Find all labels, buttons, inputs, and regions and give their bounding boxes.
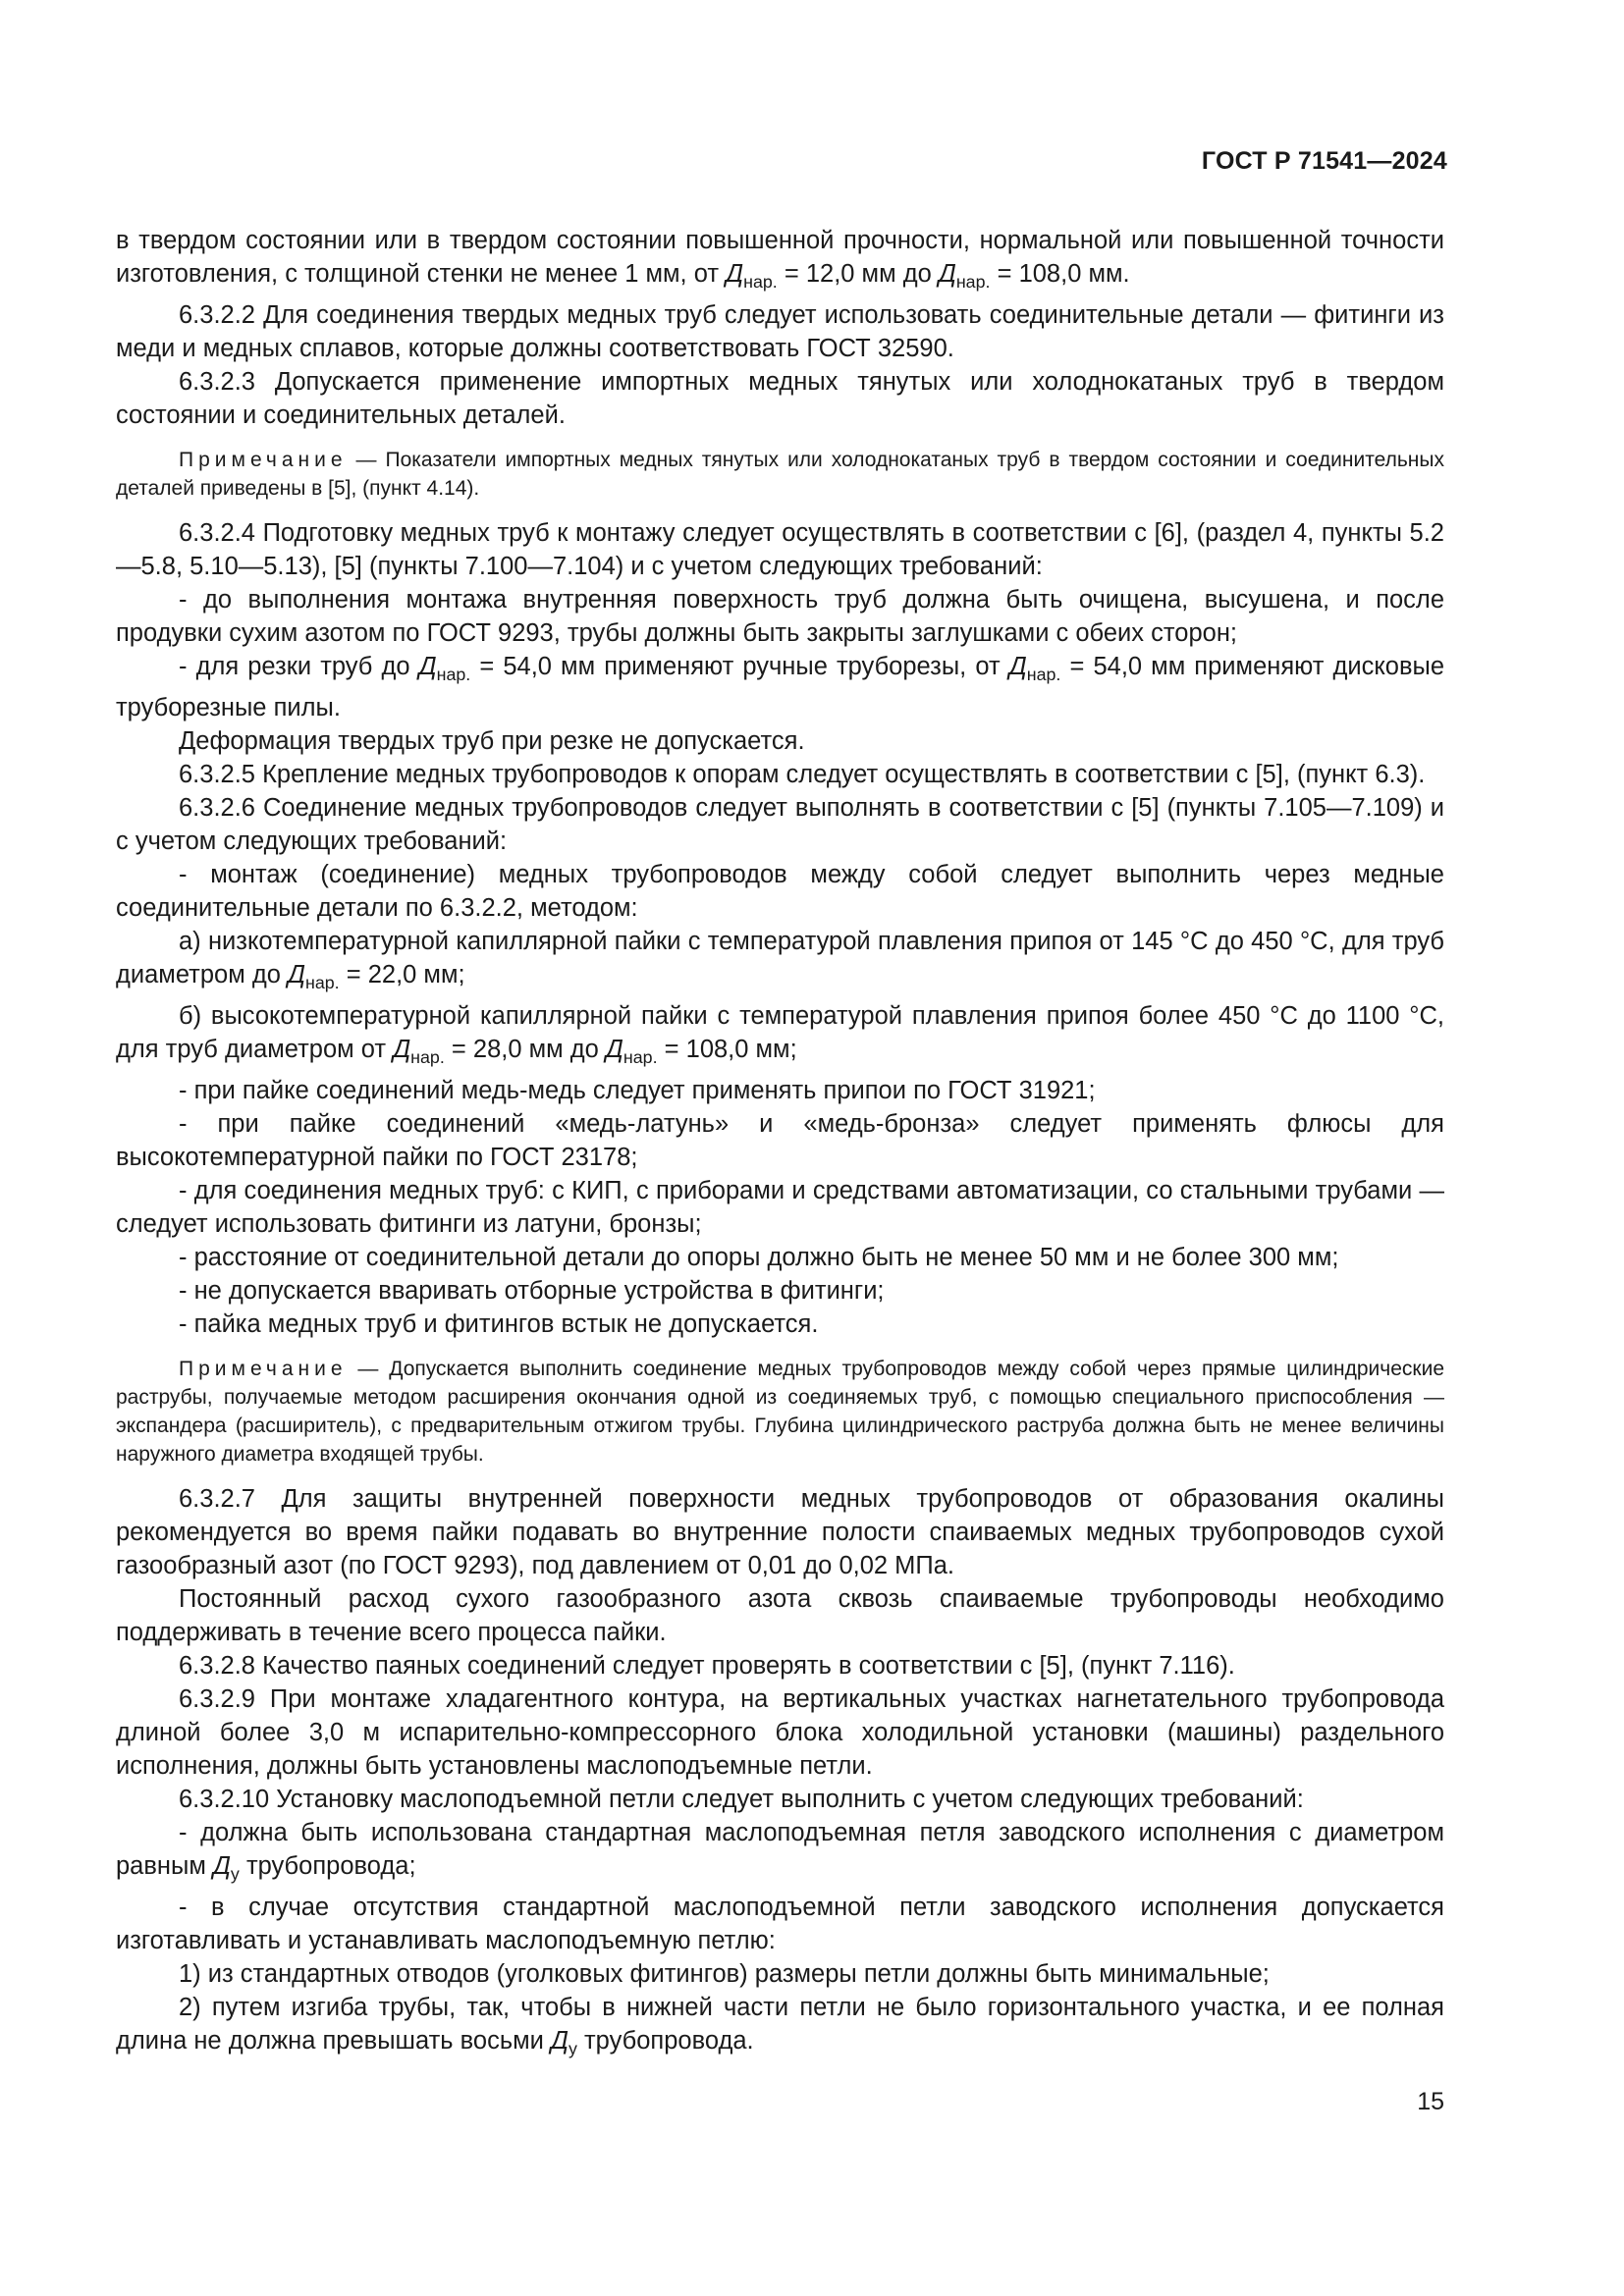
text-run: - должна быть использована стандартная маслоподъемная петля заводского исполнения с диаметром равным [116, 1819, 1444, 1880]
symbol-d: Д [418, 653, 437, 680]
paragraph-6-3-2-8: 6.3.2.8 Качество паяных соединений следует проверять в соответствии с [5], (пункт 7.116). [179, 1652, 1235, 1680]
note-label: Примечание [179, 1358, 348, 1380]
list-item [116, 999, 1444, 1074]
text-run: = 12,0 мм до [784, 260, 932, 288]
subscript: нар. [955, 272, 991, 292]
text-run: 2) путем изгиба трубы, так, чтобы в нижней части петли не было горизонтального участка, и ее полная длина не должна превышать восьми [116, 1994, 1444, 2055]
subscript: нар. [623, 1047, 658, 1067]
text-run: = 28,0 мм до [451, 1036, 599, 1063]
paragraph-6-3-2-2: 6.3.2.2 Для соединения твердых медных труб следует использовать соединительные детали — фитинги из меди и медных сплавов, которые должны соответствовать ГОСТ 32590. [116, 301, 1444, 362]
paragraph-6-3-2-4: 6.3.2.4 Подготовку медных труб к монтажу следует осуществлять в соответствии с [6], (раздел 4, пункты 5.2—5.8, 5.10—5.13), [5] (пункты 7.100—7.104) и с учетом следующих требований: [116, 519, 1444, 580]
subscript: у [568, 2039, 577, 2058]
paragraph: Постоянный расход сухого газообразного азота сквозь спаиваемые трубопроводы необходимо поддерживать в течение всего процесса пайки. [116, 1585, 1444, 1646]
paragraph [116, 224, 1444, 298]
document-header: ГОСТ Р 71541—2024 [1201, 147, 1447, 175]
list-item: - пайка медных труб и фитингов встык не допускается. [179, 1310, 819, 1338]
note-1 [116, 446, 1444, 503]
list-item: - монтаж (соединение) медных трубопроводов между собой следует выполнить через медные соединительные детали по 6.3.2.2, методом: [116, 861, 1444, 922]
list-item [116, 650, 1444, 724]
note-label: Примечание [179, 449, 348, 471]
subscript: нар. [304, 973, 340, 992]
page-number: 15 [1417, 2088, 1444, 2115]
text-run: трубопровода; [245, 1852, 416, 1880]
text-run: = 108,0 мм; [664, 1036, 797, 1063]
text-run: = 22,0 мм; [346, 961, 465, 988]
text-run: = 54,0 мм применяют дисковые труборезные пилы. [116, 653, 1445, 721]
text-run: а) низкотемпературной капиллярной пайки с температурой плавления припоя от 145 °С до 450 °С, для труб диаметром до [116, 928, 1444, 988]
subscript: у [230, 1864, 240, 1884]
symbol-d: Д [726, 260, 744, 288]
list-item [116, 925, 1444, 999]
note-2 [116, 1355, 1444, 1468]
paragraph-6-3-2-3: 6.3.2.3 Допускается применение импортных медных тянутых или холоднокатаных труб в твердом состоянии и соединительных деталей. [116, 368, 1444, 429]
note-text: — Допускается выполнить соединение медных трубопроводов между собой через прямые цилиндрические раструбы, получаемые методом расширения окончания одной из соединяемых труб, с помощью специального приспособления — экспандера (расширитель), с предварительным отжигом трубы. Глубина цилиндрического раструба должна быть не менее величины наружного диаметра входящей трубы. [116, 1358, 1444, 1466]
subscript: нар. [436, 665, 471, 684]
list-item: - расстояние от соединительной детали до опоры должно быть не менее 50 мм и не более 300 мм; [179, 1244, 1339, 1271]
list-item: - до выполнения монтажа внутренняя поверхность труб должна быть очищена, высушена, и после продувки сухим азотом по ГОСТ 9293, трубы должны быть закрыты заглушками с обеих сторон; [116, 586, 1444, 647]
list-item [116, 1991, 1444, 2065]
list-item: - для соединения медных труб: с КИП, с приборами и средствами автоматизации, со стальными трубами — следует использовать фитинги из латуни, бронзы; [116, 1177, 1444, 1238]
paragraph-6-3-2-7: 6.3.2.7 Для защиты внутренней поверхности медных трубопроводов от образования окалины рекомендуется во время пайки подавать во внутренние полости спаиваемых медных трубопроводов сухой газообразный азот (по ГОСТ 9293), под давлением от 0,01 до 0,02 МПа. [116, 1485, 1444, 1579]
paragraph-6-3-2-9: 6.3.2.9 При монтаже хладагентного контура, на вертикальных участках нагнетательного трубопровода длиной более 3,0 м испарительно-компрессорного блока холодильной установки (машины) раздельного исполнения, должны быть установлены маслоподъемные петли. [116, 1685, 1444, 1780]
list-item: - при пайке соединений «медь-латунь» и «медь-бронза» следует применять флюсы для высокотемпературной пайки по ГОСТ 23178; [116, 1110, 1444, 1171]
list-item: - не допускается вваривать отборные устройства в фитинги; [179, 1277, 885, 1305]
paragraph-6-3-2-6: 6.3.2.6 Соединение медных трубопроводов следует выполнять в соответствии с [5] (пункты 7.105—7.109) и с учетом следующих требований: [116, 794, 1444, 855]
symbol-d: Д [212, 1852, 231, 1880]
text-run: в твердом состоянии или в твердом состоянии повышенной прочности, нормальной или повышенной точности изготовления, с толщиной стенки не менее 1 мм, от [116, 227, 1444, 288]
text-run: трубопровода. [584, 2027, 754, 2055]
document-body [116, 224, 1444, 2065]
paragraph: Деформация твердых труб при резке не допускается. [179, 727, 805, 755]
list-item [116, 1816, 1444, 1891]
list-item: - в случае отсутствия стандартной маслоподъемной петли заводского исполнения допускается изготавливать и устанавливать маслоподъемную петлю: [116, 1894, 1444, 1954]
symbol-d: Д [1008, 653, 1027, 680]
symbol-d: Д [938, 260, 956, 288]
text-run: - для резки труб до [179, 653, 410, 680]
list-item: - при пайке соединений медь-медь следует применять припои по ГОСТ 31921; [179, 1077, 1096, 1104]
subscript: нар. [743, 272, 778, 292]
text-run: = 108,0 мм. [997, 260, 1130, 288]
paragraph-6-3-2-5: 6.3.2.5 Крепление медных трубопроводов к опорам следует осуществлять в соответствии с [5], (пункт 6.3). [179, 761, 1426, 788]
subscript: нар. [1026, 665, 1061, 684]
symbol-d: Д [605, 1036, 623, 1063]
list-item: 1) из стандартных отводов (уголковых фитингов) размеры петли должны быть минимальные; [179, 1960, 1270, 1988]
subscript: нар. [410, 1047, 445, 1067]
symbol-d: Д [551, 2027, 568, 2055]
note-text: — Показатели импортных медных тянутых или холоднокатаных труб в твердом состоянии и соединительных деталей приведены в [5], (пункт 4.14). [116, 449, 1444, 500]
text-run: б) высокотемпературной капиллярной пайки с температурой плавления припоя более 450 °С до 1100 °С, для труб диаметром от [116, 1002, 1444, 1063]
symbol-d: Д [393, 1036, 411, 1063]
text-run: = 54,0 мм применяют ручные труборезы, от [479, 653, 1001, 680]
paragraph-6-3-2-10: 6.3.2.10 Установку маслоподъемной петли следует выполнить с учетом следующих требований: [179, 1786, 1304, 1813]
symbol-d: Д [288, 961, 305, 988]
